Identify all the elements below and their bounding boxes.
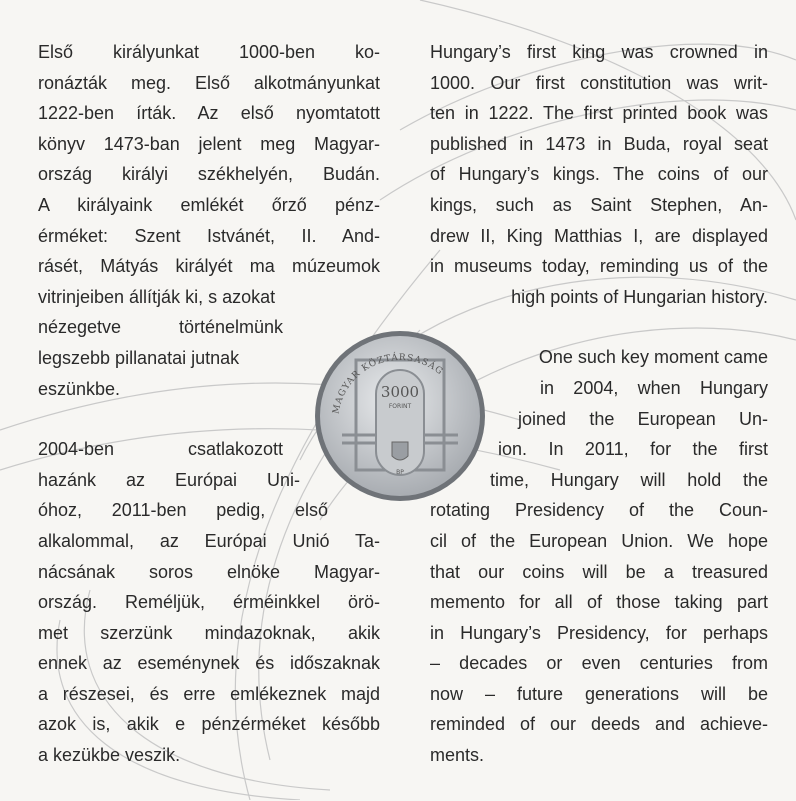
coin-unit: FORINT — [388, 403, 412, 410]
text-line: memento for all of those taking part — [430, 592, 768, 613]
text-line: a részesei, és erre emlékeznek majd — [38, 683, 380, 704]
silver-coin — [314, 330, 486, 502]
text-line: vitrinjeiben állítják ki, s azokat — [38, 286, 276, 307]
coat-of-arms-icon — [392, 442, 408, 460]
english-paragraph-1 — [430, 37, 768, 312]
text-line: ország. Reméljük, érméinkkel örö- — [38, 592, 380, 613]
text-line: reminded of our deeds and achieve- — [430, 714, 768, 735]
text-line: drew II, King Matthias I, are displayed — [430, 225, 768, 246]
text-line: nácsának soros elnöke Magyar- — [38, 561, 380, 582]
text-line: met szerzünk mindazoknak, akik — [38, 622, 380, 643]
text-line: eszünkbe. — [38, 378, 121, 399]
text-line: – decades or even centuries from — [430, 653, 768, 674]
text-line: One such key moment came — [538, 347, 768, 368]
text-line: joined the European Un- — [518, 408, 768, 429]
text-line: kings, such as Saint Stephen, An- — [430, 194, 768, 215]
coin-mint-mark: BP — [396, 469, 404, 476]
text-line: 2004-ben csatlakozott — [38, 439, 283, 460]
text-line: legszebb pillanatai jutnak — [38, 347, 240, 368]
text-line: könyv 1473-ban jelent meg Magyar- — [38, 133, 380, 154]
text-line: high points of Hungarian history. — [511, 286, 768, 307]
text-line: published in 1473 in Buda, royal seat — [430, 133, 768, 154]
text-line: rásét, Mátyás királyét ma múzeumok — [38, 256, 380, 277]
text-line: alkalommal, az Európai Unió Ta- — [38, 530, 380, 551]
text-line: A királyaink emlékét őrző pénz- — [38, 194, 380, 215]
text-line: in Hungary’s Presidency, for perhaps — [430, 622, 768, 643]
text-line: ion. In 2011, for the first — [498, 439, 768, 460]
text-line: now – future generations will be — [430, 683, 768, 704]
text-line: in 2004, when Hungary — [540, 377, 768, 398]
text-line: nézegetve történelmünk — [38, 317, 283, 338]
text-line: 1000. Our first constitution was writ- — [430, 72, 768, 93]
text-line: ten in 1222. The first printed book was — [430, 103, 768, 124]
text-line: time, Hungary will hold the — [490, 469, 768, 490]
text-line: azok is, akik e pénzérméket később — [38, 714, 380, 735]
text-line: hazánk az Európai Uni- — [38, 469, 300, 490]
coin-legend: MAGYAR KÖZTÁRSASÁG — [331, 352, 445, 415]
text-line: ennek az eseménynek és időszaknak — [38, 653, 380, 674]
text-line: cil of the European Union. We hope — [430, 530, 768, 551]
text-line: Első királyunkat 1000-ben ko- — [38, 42, 380, 62]
text-line: ronázták meg. Első alkotmányunkat — [38, 72, 380, 93]
text-line: ments. — [430, 745, 485, 766]
text-line: in museums today, reminding us of the — [430, 256, 768, 277]
text-line: óhoz, 2011-ben pedig, első — [38, 500, 328, 521]
text-line: Hungary’s first king was crowned in — [430, 42, 768, 62]
coin-value: 3000 — [380, 383, 420, 401]
text-line: of Hungary’s kings. The coins of our — [430, 164, 768, 185]
text-line: that our coins will be a treasured — [430, 561, 768, 582]
text-line: ország királyi székhelyén, Budán. — [38, 164, 380, 185]
text-line: rotating Presidency of the Coun- — [430, 500, 768, 521]
text-line: a kezükbe veszik. — [38, 745, 181, 766]
text-line: érméket: Szent Istvánét, II. And- — [38, 225, 380, 246]
text-line: 1222-ben írták. Az első nyomtatott — [38, 103, 380, 124]
